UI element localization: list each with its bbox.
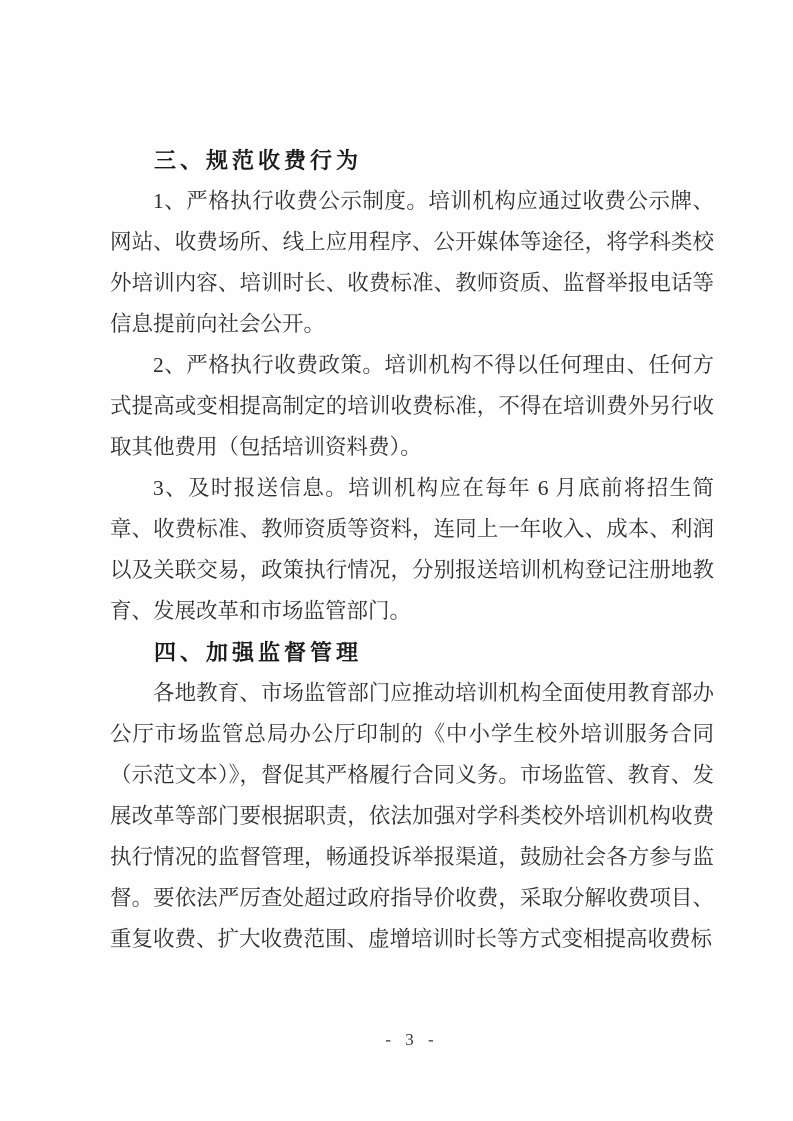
page-number: - 3 - bbox=[385, 1030, 439, 1049]
paragraph-fee-disclosure: 1、严格执行收费公示制度。培训机构应通过收费公示牌、网站、收费场所、线上应用程序、公开媒体等途径，将学科类校外培训内容、培训时长、收费标准、教师资质、监督举报电话等信息提前向社会公开。 bbox=[110, 189, 714, 336]
paragraph-fee-policy: 2、严格执行收费政策。培训机构不得以任何理由、任何方式提高或变相提高制定的培训收费标准，不得在培训费外另行收取其他费用（包括培训资料费）。 bbox=[110, 353, 714, 459]
paragraph-information-reporting: 3、及时报送信息。培训机构应在每年 6 月底前将招生简章、收费标准、教师资质等资料，连同上一年收入、成本、利润以及关联交易，政策执行情况，分别报送培训机构登记注册地教育、发展改革和市场监管部门。 bbox=[110, 476, 714, 623]
section-heading-four: 四、加强监督管理 bbox=[154, 640, 363, 665]
document-body bbox=[110, 140, 714, 960]
paragraph-supervision: 各地教育、市场监管部门应推动培训机构全面使用教育部办公厅市场监管总局办公厅印制的《中小学生校外培训服务合同（示范文本）》，督促其严格履行合同义务。市场监管、教育、发展改革等部门要根据职责，依法加强对学科类校外培训机构收费执行情况的监督管理，畅通投诉举报渠道，鼓励社会各方参与监督。要依法严厉查处超过政府指导价收费，采取分解收费项目、重复收费、扩大收费范围、虚增培训时长等方式变相提高收费标 bbox=[110, 681, 714, 951]
section-heading-three: 三、规范收费行为 bbox=[154, 148, 363, 173]
